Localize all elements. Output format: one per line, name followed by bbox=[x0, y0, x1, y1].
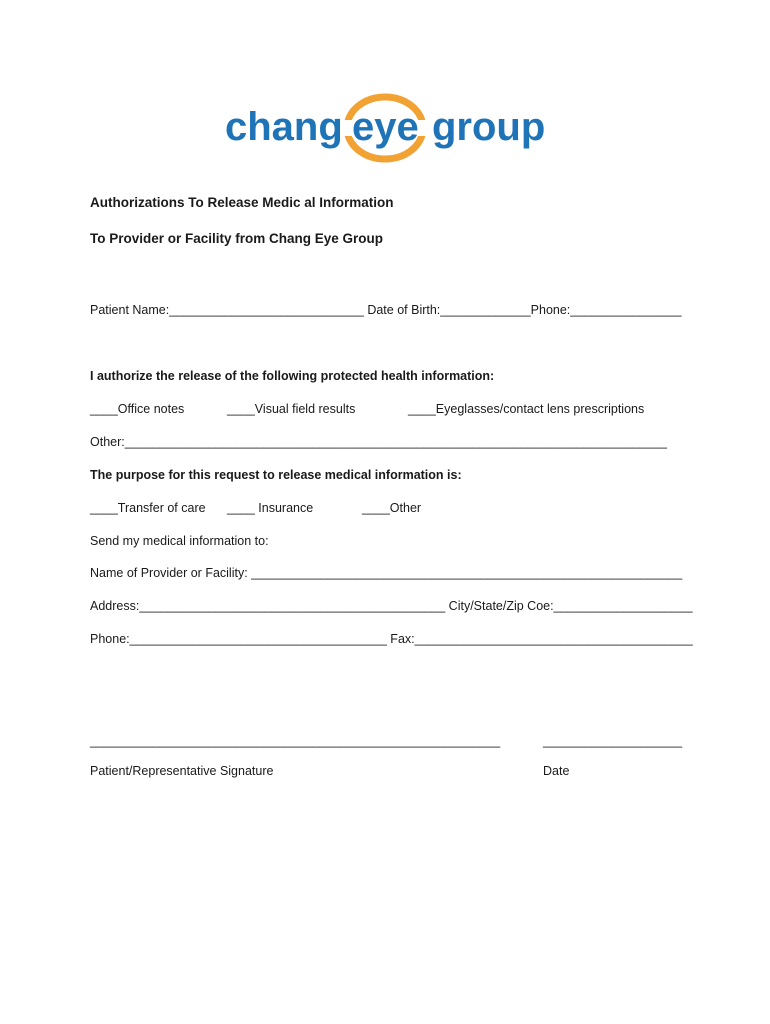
form-title: Authorizations To Release Medic al Information bbox=[90, 195, 394, 210]
option-visual-field[interactable]: ____Visual field results bbox=[227, 402, 356, 416]
signature-label: Patient/Representative Signature bbox=[90, 764, 274, 778]
other-info-line[interactable]: Other:______________________________________________________________________________ bbox=[90, 435, 667, 449]
logo-graphic bbox=[225, 92, 550, 164]
purpose-heading: The purpose for this request to release medical information is: bbox=[90, 468, 462, 482]
form-subtitle: To Provider or Facility from Chang Eye Group bbox=[90, 231, 384, 246]
logo-word-group: group bbox=[432, 105, 546, 149]
provider-name-line[interactable]: Name of Provider or Facility: ______________________________________________________________ bbox=[90, 566, 683, 580]
logo-word-chang: chang bbox=[225, 105, 343, 149]
patient-info-line[interactable]: Patient Name:____________________________ Date of Birth:_____________Phone:________________ bbox=[90, 303, 682, 317]
chang-eye-group-logo bbox=[225, 92, 550, 164]
date-line[interactable]: ____________________ bbox=[543, 734, 683, 748]
option-eyeglasses[interactable]: ____Eyeglasses/contact lens prescriptions bbox=[408, 402, 645, 416]
logo-word-eye: eye bbox=[352, 105, 419, 149]
phone-fax-line[interactable]: Phone:_____________________________________ Fax:________________________________________ bbox=[90, 632, 693, 646]
purpose-transfer-care[interactable]: ____Transfer of care bbox=[90, 501, 206, 515]
send-heading: Send my medical information to: bbox=[90, 534, 269, 548]
authorize-heading: I authorize the release of the following protected health information: bbox=[90, 369, 495, 383]
date-label: Date bbox=[543, 764, 570, 778]
signature-line[interactable]: ___________________________________________________________ bbox=[90, 734, 501, 748]
address-line[interactable]: Address:____________________________________________ City/State/Zip Coe:____________________ bbox=[90, 599, 693, 613]
option-office-notes[interactable]: ____Office notes bbox=[90, 402, 185, 416]
purpose-other[interactable]: ____Other bbox=[362, 501, 422, 515]
purpose-insurance[interactable]: ____ Insurance bbox=[227, 501, 314, 515]
